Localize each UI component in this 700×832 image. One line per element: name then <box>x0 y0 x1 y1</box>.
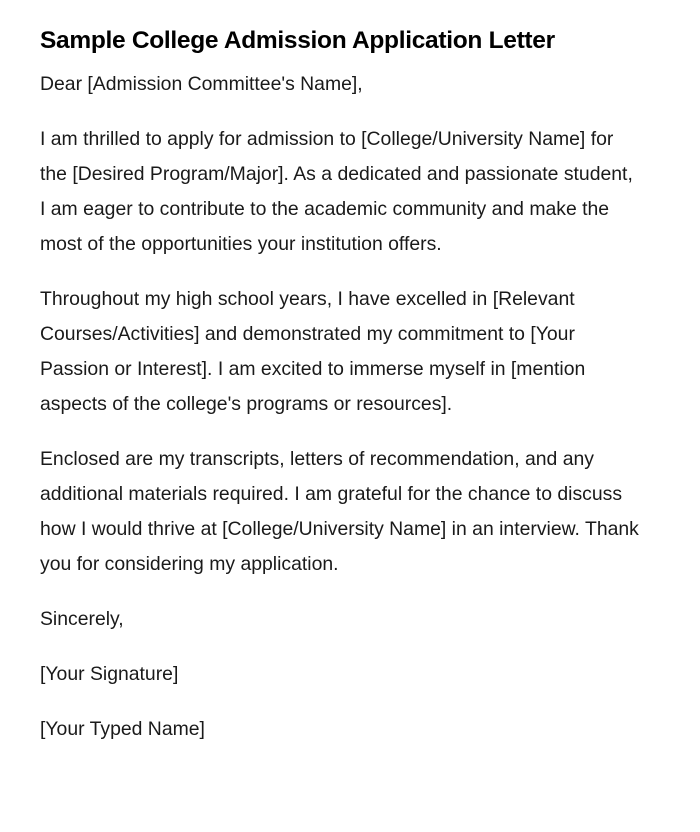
letter-title: Sample College Admission Application Letter <box>40 27 555 54</box>
letter-paragraph-enclosures: Enclosed are my transcripts, letters of recommendation, and any additional materials required. I am grateful for the chance to discuss how I would thrive at [College/University Name] in an interview. Thank you for considering my application. <box>40 448 639 575</box>
letter-closing: Sincerely, <box>40 608 124 630</box>
letter-paragraph-intro: I am thrilled to apply for admission to [College/University Name] for the [Desired Program/Major]. As a dedicated and passionate student, I am eager to contribute to the academic community and make the most of the opportunities your institution offers. <box>40 128 633 255</box>
letter-typed-name: [Your Typed Name] <box>40 718 205 740</box>
letter-paragraph-achievements: Throughout my high school years, I have excelled in [Relevant Courses/Activities] and demonstrated my commitment to [Your Passion or Interest]. I am excited to immerse myself in [mention aspects of the college's programs or resources]. <box>40 288 586 415</box>
letter-signature: [Your Signature] <box>40 663 179 685</box>
letter-salutation: Dear [Admission Committee's Name], <box>40 73 363 95</box>
